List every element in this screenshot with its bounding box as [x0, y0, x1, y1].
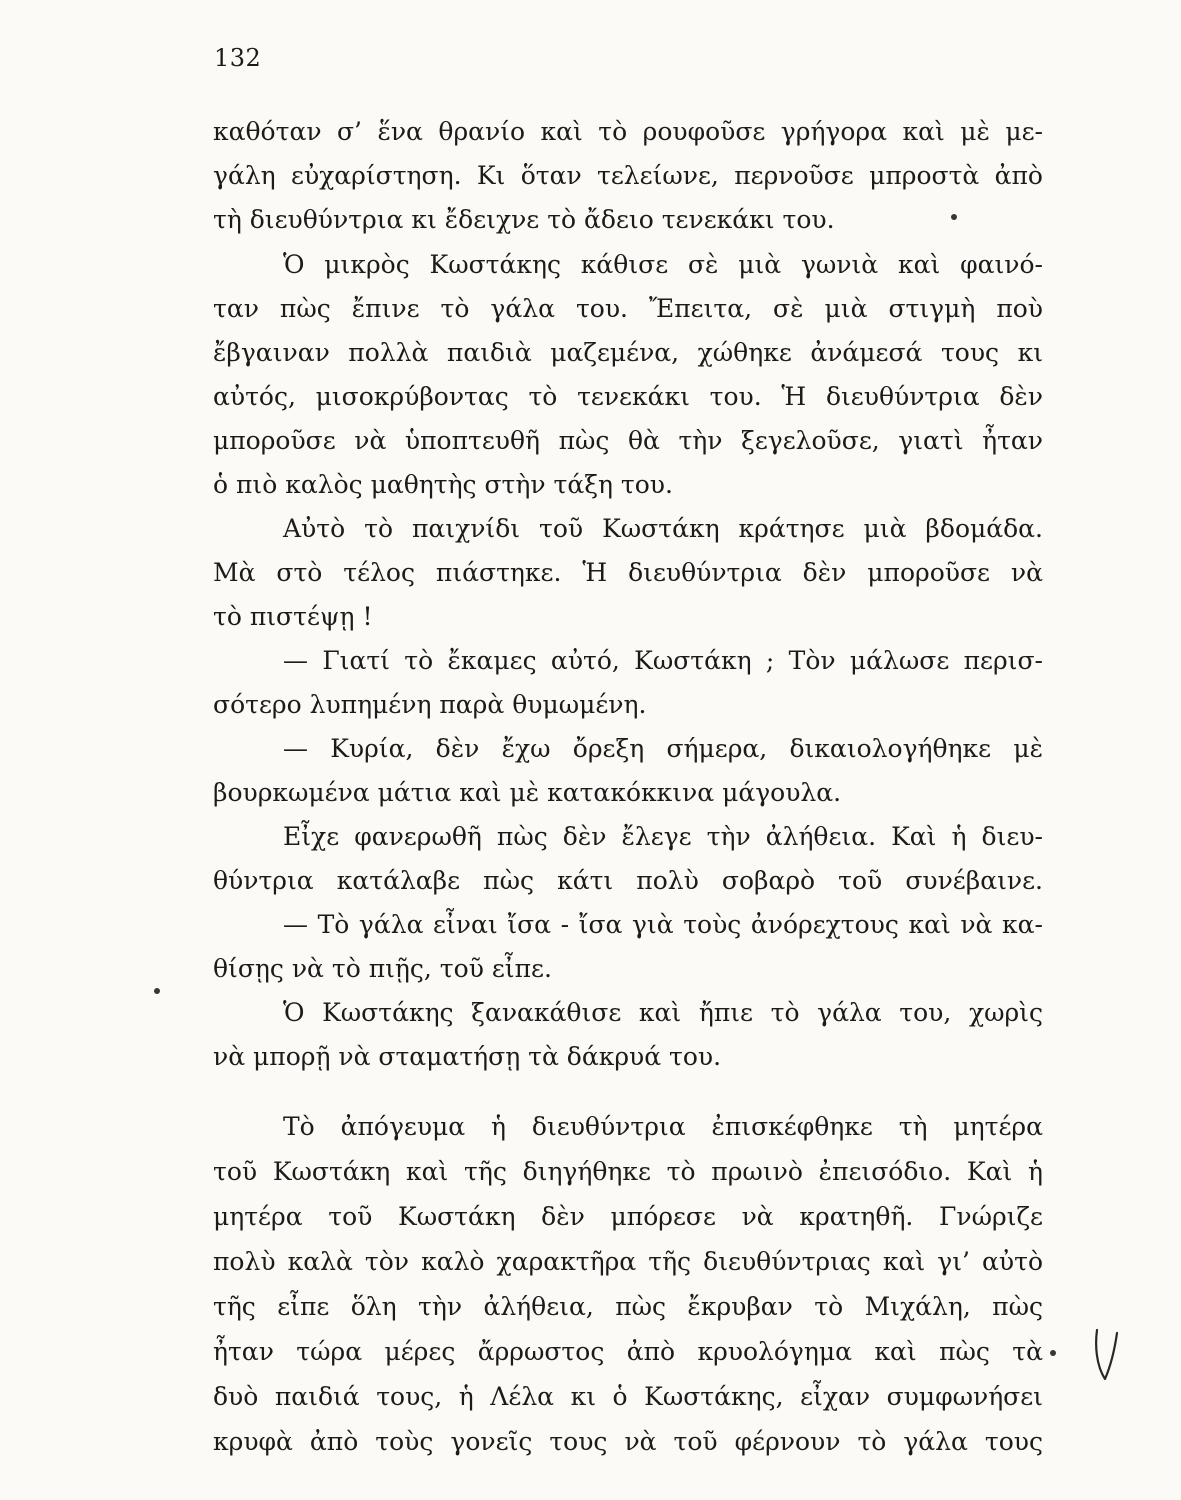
margin-pencil-mark	[1091, 1325, 1121, 1385]
text-line: ὁ πιὸ καλὸς μαθητὴς στὴν τάξη του.	[213, 470, 673, 499]
text-line: τὴ διευθύντρια κι ἔδειχνε τὸ ἄδειο τενεκάκι του.	[213, 205, 835, 234]
text-line: Αὐτὸ τὸ παιχνίδι τοῦ Κωστάκη κράτησε μιὰ βδομάδα.	[283, 514, 1043, 543]
text-line: μποροῦσε νὰ ὑποπτευθῆ πὼς θὰ τὴν ξεγελοῦσε, γιατὶ ἦταν	[213, 426, 1043, 455]
text-line: Μὰ στὸ τέλος πιάστηκε. Ἡ διευθύντρια δὲν μποροῦσε νὰ	[213, 558, 1043, 587]
text-line: καθόταν σ’ ἕνα θρανίο καὶ τὸ ρουφοῦσε γρήγορα καὶ μὲ με-	[213, 117, 1043, 146]
text-line: δυὸ παιδιά τους, ἡ Λέλα κι ὁ Κωστάκης, εἶχαν συμφωνήσει	[213, 1382, 1043, 1411]
text-line: ταν πὼς ἔπινε τὸ γάλα του. Ἔπειτα, σὲ μιὰ στιγμὴ ποὺ	[213, 294, 1043, 323]
text-line: ἦταν τώρα μέρες ἄρρωστος ἀπὸ κρυολόγημα καὶ πὼς τὰ	[213, 1337, 1043, 1366]
text-line: — Γιατί τὸ ἔκαμες αὐτό, Κωστάκη ; Τὸν μάλωσε περισ-	[283, 646, 1043, 675]
text-line: — Κυρία, δὲν ἔχω ὄρεξη σήμερα, δικαιολογήθηκε μὲ	[283, 734, 1043, 763]
page-number: 132	[214, 44, 262, 72]
text-line: ἔβγαιναν πολλὰ παιδιὰ μαζεμένα, χώθηκε ἀνάμεσά τους κι	[213, 338, 1043, 367]
text-line: θίσῃς νὰ τὸ πιῇς, τοῦ εἶπε.	[213, 954, 552, 983]
text-line: Τὸ ἀπόγευμα ἡ διευθύντρια ἐπισκέφθηκε τὴ μητέρα	[283, 1112, 1043, 1141]
ink-speck	[154, 988, 160, 994]
text-line: σότερο λυπημένη παρὰ θυμωμένη.	[213, 690, 647, 719]
text-line: θύντρια κατάλαβε πὼς κάτι πολὺ σοβαρὸ τοῦ συνέβαινε.	[213, 866, 1043, 895]
text-line: βουρκωμένα μάτια καὶ μὲ κατακόκκινα μάγουλα.	[213, 778, 842, 807]
ink-speck	[1050, 1350, 1056, 1356]
text-line: μητέρα τοῦ Κωστάκη δὲν μπόρεσε νὰ κρατηθῆ. Γνώριζε	[213, 1202, 1043, 1231]
text-line: Ὁ Κωστάκης ξανακάθισε καὶ ἤπιε τὸ γάλα του, χωρὶς	[283, 998, 1043, 1027]
text-line: πολὺ καλὰ τὸν καλὸ χαρακτῆρα τῆς διευθύντριας καὶ γι’ αὐτὸ	[213, 1247, 1043, 1276]
text-line: αὐτός, μισοκρύβοντας τὸ τενεκάκι του. Ἡ διευθύντρια δὲν	[213, 382, 1043, 411]
text-line: Εἶχε φανερωθῆ πὼς δὲν ἔλεγε τὴν ἀλήθεια. Καὶ ἡ διευ-	[283, 822, 1043, 851]
text-line: κρυφὰ ἀπὸ τοὺς γονεῖς τους νὰ τοῦ φέρνουν τὸ γάλα τους	[213, 1427, 1043, 1456]
text-line: νὰ μπορῇ νὰ σταματήσῃ τὰ δάκρυά του.	[213, 1042, 722, 1071]
text-line: τῆς εἶπε ὅλη τὴν ἀλήθεια, πὼς ἔκρυβαν τὸ Μιχάλη, πὼς	[213, 1292, 1043, 1321]
text-line: τὸ πιστέψῃ !	[213, 602, 373, 631]
text-line: — Τὸ γάλα εἶναι ἴσα - ἴσα γιὰ τοὺς ἀνόρεχτους καὶ νὰ κα-	[283, 910, 1043, 939]
text-line: τοῦ Κωστάκη καὶ τῆς διηγήθηκε τὸ πρωινὸ ἐπεισόδιο. Καὶ ἡ	[213, 1157, 1043, 1186]
text-line: γάλη εὐχαρίστηση. Κι ὅταν τελείωνε, περνοῦσε μπροστὰ ἀπὸ	[213, 161, 1043, 190]
ink-speck	[951, 214, 957, 220]
text-line: Ὁ μικρὸς Κωστάκης κάθισε σὲ μιὰ γωνιὰ καὶ φαινό-	[283, 250, 1043, 279]
